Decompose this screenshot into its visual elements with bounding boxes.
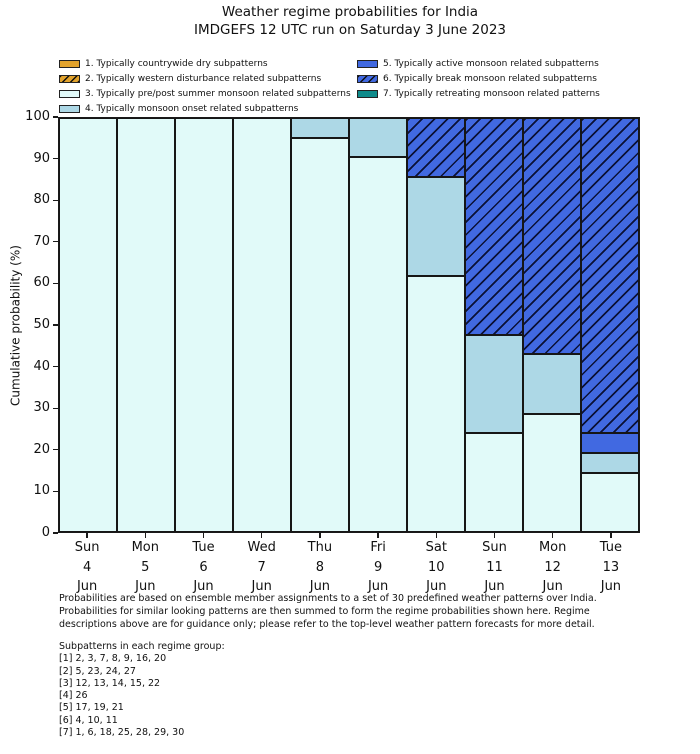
bar-mon-12jun bbox=[523, 118, 581, 532]
legend-label: 2. Typically western disturbance related subpatterns bbox=[85, 73, 322, 84]
y-tick-label: 0 bbox=[41, 525, 50, 540]
legend-swatch-regime-2 bbox=[59, 75, 80, 83]
footer-line: Probabilities for similar looking patterns are then summed to form the regime probabilities shown here. Regime bbox=[59, 606, 590, 618]
bar-segment-regime-4 bbox=[581, 453, 639, 473]
y-tick-label: 50 bbox=[33, 317, 50, 332]
legend-swatch-regime-3 bbox=[59, 90, 80, 98]
y-axis-label: Cumulative probability (%) bbox=[8, 245, 23, 406]
x-tick-label-day: Sun bbox=[74, 540, 100, 555]
x-tick-label bbox=[524, 538, 582, 597]
legend-swatch-regime-5 bbox=[357, 60, 378, 68]
x-tick-label-day: Tue bbox=[192, 540, 215, 555]
y-tick-label: 70 bbox=[33, 233, 50, 249]
x-tick-label bbox=[174, 538, 232, 597]
bar-segment-regime-3 bbox=[581, 473, 639, 532]
x-tick-label bbox=[465, 538, 523, 597]
y-tick-label: 30 bbox=[33, 400, 50, 416]
bar-segment-regime-3 bbox=[407, 276, 465, 532]
bar-mon-5jun bbox=[117, 118, 175, 532]
legend-item-regime-4 bbox=[59, 101, 351, 116]
legend-label: 6. Typically break monsoon related subpatterns bbox=[383, 73, 597, 84]
legend-label: 7. Typically retreating monsoon related patterns bbox=[383, 88, 600, 99]
footer-line: descriptions above are for guidance only; please refer to the top-level weather pattern forecasts for more detail. bbox=[59, 619, 595, 631]
y-tick-label: 40 bbox=[33, 358, 50, 374]
x-tick-label-date: 7 bbox=[257, 559, 266, 575]
legend-label: 1. Typically countrywide dry subpatterns bbox=[85, 58, 268, 69]
legend-label: 4. Typically monsoon onset related subpatterns bbox=[85, 103, 299, 114]
x-tick-label-date: 11 bbox=[486, 559, 503, 575]
bar-segment-regime-6 bbox=[465, 118, 523, 335]
x-tick-label-day: Thu bbox=[307, 540, 333, 555]
bar-segment-regime-4 bbox=[407, 177, 465, 276]
chart-title: Weather regime probabilities for India bbox=[221, 4, 479, 20]
x-tick-label-day: Mon bbox=[131, 540, 159, 555]
x-tick-label-day: Fri bbox=[370, 540, 386, 555]
bar-segment-regime-5 bbox=[581, 433, 639, 453]
x-tick-label-month: Jun bbox=[135, 579, 156, 594]
bar-sat-10jun bbox=[407, 118, 465, 532]
bar-segment-regime-3 bbox=[349, 157, 407, 532]
x-tick-label-day: Tue bbox=[599, 540, 622, 555]
legend-item-regime-7 bbox=[357, 86, 600, 101]
legend-item-regime-2 bbox=[59, 71, 351, 86]
x-tick-label-month: Jun bbox=[251, 579, 272, 594]
subpattern-group: [4] 26 bbox=[59, 690, 88, 702]
x-tick-label-date: 13 bbox=[602, 559, 620, 575]
subpattern-group: [3] 12, 13, 14, 15, 22 bbox=[59, 677, 161, 689]
x-tick-label bbox=[349, 538, 407, 597]
x-tick-label bbox=[58, 538, 116, 597]
bar-segment-regime-3 bbox=[233, 118, 291, 532]
legend-item-regime-6 bbox=[357, 71, 600, 86]
x-tick-label-date: 4 bbox=[82, 559, 92, 575]
legend-item-regime-1 bbox=[59, 56, 351, 71]
bar-segment-regime-3 bbox=[59, 118, 117, 532]
x-tick-label-date: 6 bbox=[199, 559, 208, 575]
bar-tue-13jun bbox=[581, 118, 639, 532]
footer-note bbox=[59, 592, 597, 632]
bar-segment-regime-6 bbox=[407, 118, 465, 177]
bar-segment-regime-3 bbox=[117, 118, 175, 532]
x-tick-label-month: Jun bbox=[542, 579, 563, 594]
x-tick-label-date: 12 bbox=[544, 559, 561, 575]
x-tick-label-month: Jun bbox=[309, 579, 331, 594]
bar-fri-9jun bbox=[349, 118, 407, 532]
bar-segment-regime-3 bbox=[291, 138, 349, 532]
y-tick-label: 10 bbox=[33, 483, 50, 499]
bar-segment-regime-3 bbox=[523, 414, 581, 532]
subpatterns-list bbox=[59, 641, 225, 739]
legend-item-regime-5 bbox=[357, 56, 600, 71]
legend-item-regime-3 bbox=[59, 86, 351, 101]
x-tick-label-month: Jun bbox=[484, 579, 505, 594]
x-tick-label-day: Sun bbox=[482, 540, 507, 555]
x-tick-label-date: 10 bbox=[428, 559, 445, 575]
subpatterns-title: Subpatterns in each regime group: bbox=[59, 641, 225, 652]
x-tick-label-date: 9 bbox=[373, 559, 383, 575]
bar-sun-11jun bbox=[465, 118, 523, 532]
x-tick-label bbox=[233, 538, 291, 597]
x-tick-label bbox=[407, 538, 465, 597]
legend-swatch-regime-4 bbox=[59, 105, 80, 113]
legend-column-right bbox=[357, 56, 600, 101]
x-tick-label-day: Sat bbox=[425, 540, 447, 555]
legend-label: 3. Typically pre/post summer monsoon related subpatterns bbox=[85, 88, 351, 99]
subpattern-group: [5] 17, 19, 21 bbox=[59, 702, 124, 714]
y-tick-label: 100 bbox=[25, 109, 50, 124]
legend-swatch-regime-7 bbox=[357, 90, 378, 98]
y-tick-label: 80 bbox=[33, 192, 50, 208]
plot-area bbox=[58, 117, 640, 533]
bar-segment-regime-4 bbox=[523, 354, 581, 413]
x-tick-label-month: Jun bbox=[76, 579, 98, 594]
x-tick-label-month: Jun bbox=[426, 579, 447, 594]
bar-segment-regime-4 bbox=[291, 118, 349, 138]
bar-segment-regime-4 bbox=[349, 118, 407, 157]
bar-segment-regime-3 bbox=[175, 118, 233, 532]
bar-segment-regime-4 bbox=[465, 335, 523, 434]
bar-thu-8jun bbox=[291, 118, 349, 532]
x-tick-label-month: Jun bbox=[193, 579, 214, 594]
subpattern-group: [2] 5, 23, 24, 27 bbox=[59, 665, 136, 677]
x-tick-label-date: 8 bbox=[315, 559, 325, 575]
x-tick-label bbox=[116, 538, 174, 597]
legend-swatch-regime-6 bbox=[357, 75, 378, 83]
legend-swatch-regime-1 bbox=[59, 60, 80, 68]
x-tick-label-month: Jun bbox=[367, 579, 389, 594]
legend-label: 5. Typically active monsoon related subpatterns bbox=[383, 58, 599, 69]
bar-segment-regime-3 bbox=[465, 433, 523, 532]
footer-line: Probabilities are based on ensemble member assignments to a set of 30 predefined weather patterns over India. bbox=[59, 593, 597, 604]
bar-sun-4jun bbox=[59, 118, 117, 532]
x-tick-label bbox=[291, 538, 349, 597]
subpattern-group: [7] 1, 6, 18, 25, 28, 29, 30 bbox=[59, 727, 185, 739]
x-tick-label bbox=[582, 538, 640, 597]
subpattern-group: [1] 2, 3, 7, 8, 9, 16, 20 bbox=[59, 653, 167, 665]
x-tick-label-day: Mon bbox=[538, 540, 567, 555]
bar-segment-regime-6 bbox=[523, 118, 581, 354]
bar-segment-regime-6 bbox=[581, 118, 639, 433]
x-tick-label-day: Wed bbox=[247, 540, 276, 555]
x-tick-label-date: 5 bbox=[141, 559, 150, 575]
y-tick-label: 20 bbox=[33, 441, 50, 457]
legend-column-left bbox=[59, 56, 351, 116]
bar-tue-6jun bbox=[175, 118, 233, 532]
subpattern-group: [6] 4, 10, 11 bbox=[59, 714, 118, 726]
x-tick-label-month: Jun bbox=[600, 579, 622, 594]
y-tick-label: 90 bbox=[33, 150, 50, 166]
y-tick-label: 60 bbox=[33, 275, 50, 291]
bar-wed-7jun bbox=[233, 118, 291, 532]
chart-subtitle: IMDGEFS 12 UTC run on Saturday 3 June 2023 bbox=[193, 22, 507, 38]
